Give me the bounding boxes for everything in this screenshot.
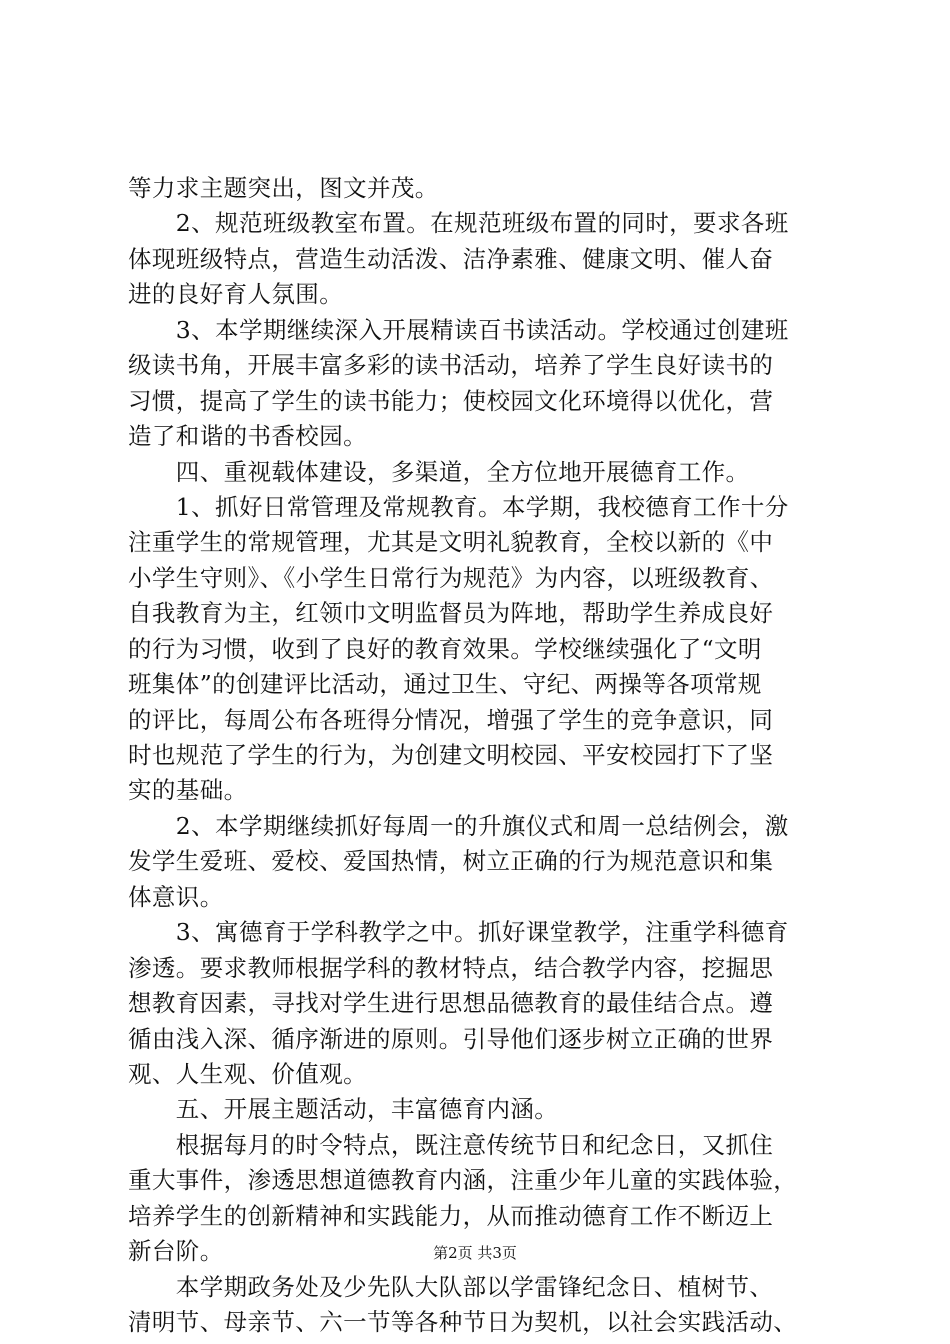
text-line: 观、人生观、价值观。 — [128, 1059, 367, 1088]
text-line: 四、重视载体建设，多渠道，全方位地开展德育工作。 — [128, 457, 750, 486]
text-line: 新台阶。 — [128, 1237, 224, 1266]
text-line: 重大事件，渗透思想道德教育内涵，注重少年儿童的实践体验， — [128, 1166, 798, 1195]
text-line: 培养学生的创新精神和实践能力，从而推动德育工作不断迈上 — [128, 1201, 774, 1230]
text-line: 体现班级特点，营造生动活泼、洁净素雅、健康文明、催人奋 — [128, 244, 774, 273]
text-line: 3、本学期继续深入开展精读百书读活动。学校通过创建班 — [128, 315, 789, 344]
text-line: 的评比，每周公布各班得分情况，增强了学生的竞争意识，同 — [128, 705, 774, 734]
text-line: 进的良好育人氛围。 — [128, 280, 344, 309]
page-number-footer: 第2页 共3页 — [433, 1244, 517, 1262]
text-line: 清明节、母亲节、六一节等各种节日为契机，以社会实践活动、 — [128, 1308, 798, 1336]
text-line: 3、寓德育于学科教学之中。抓好课堂教学，注重学科德育 — [128, 918, 789, 947]
text-line: 小学生守则》、《小学生日常行为规范》为内容，以班级教育、 — [128, 563, 774, 592]
text-line: 想教育因素，寻找对学生进行思想品德教育的最佳结合点。遵 — [128, 989, 774, 1018]
text-line: 自我教育为主，红领巾文明监督员为阵地，帮助学生养成良好 — [128, 599, 774, 628]
text-line: 五、开展主题活动，丰富德育内涵。 — [128, 1095, 559, 1124]
text-line: 发学生爱班、爱校、爱国热情，树立正确的行为规范意识和集 — [128, 847, 774, 876]
text-line: 本学期政务处及少先队大队部以学雷锋纪念日、植树节、 — [128, 1272, 774, 1301]
text-line: 的行为习惯，收到了良好的教育效果。学校继续强化了“文明 — [128, 634, 762, 663]
text-line: 渗透。要求教师根据学科的教材特点，结合教学内容，挖掘思 — [128, 953, 774, 982]
text-line: 班集体”的创建评比活动，通过卫生、守纪、两操等各项常规 — [128, 670, 762, 699]
text-line: 2、规范班级教室布置。在规范班级布置的同时，要求各班 — [128, 209, 789, 238]
text-line: 造了和谐的书香校园。 — [128, 422, 367, 451]
text-line: 习惯，提高了学生的读书能力；使校园文化环境得以优化，营 — [128, 386, 774, 415]
text-line: 级读书角，开展丰富多彩的读书活动，培养了学生良好读书的 — [128, 351, 774, 380]
document-body — [128, 171, 834, 1340]
text-line: 循由浅入深、循序渐进的原则。引导他们逐步树立正确的世界 — [128, 1024, 774, 1053]
text-line: 1、抓好日常管理及常规教育。本学期，我校德育工作十分 — [128, 492, 789, 521]
text-line: 注重学生的常规管理，尤其是文明礼貌教育，全校以新的《中 — [128, 528, 774, 557]
text-line: 等力求主题突出，图文并茂。 — [128, 174, 439, 202]
text-line: 实的基础。 — [128, 776, 248, 805]
text-line: 体意识。 — [128, 882, 224, 911]
text-line: 根据每月的时令特点，既注意传统节日和纪念日，又抓住 — [128, 1130, 774, 1159]
text-line: 2、本学期继续抓好每周一的升旗仪式和周一总结例会，激 — [128, 811, 789, 840]
text-line: 时也规范了学生的行为，为创建文明校园、平安校园打下了坚 — [128, 741, 774, 769]
